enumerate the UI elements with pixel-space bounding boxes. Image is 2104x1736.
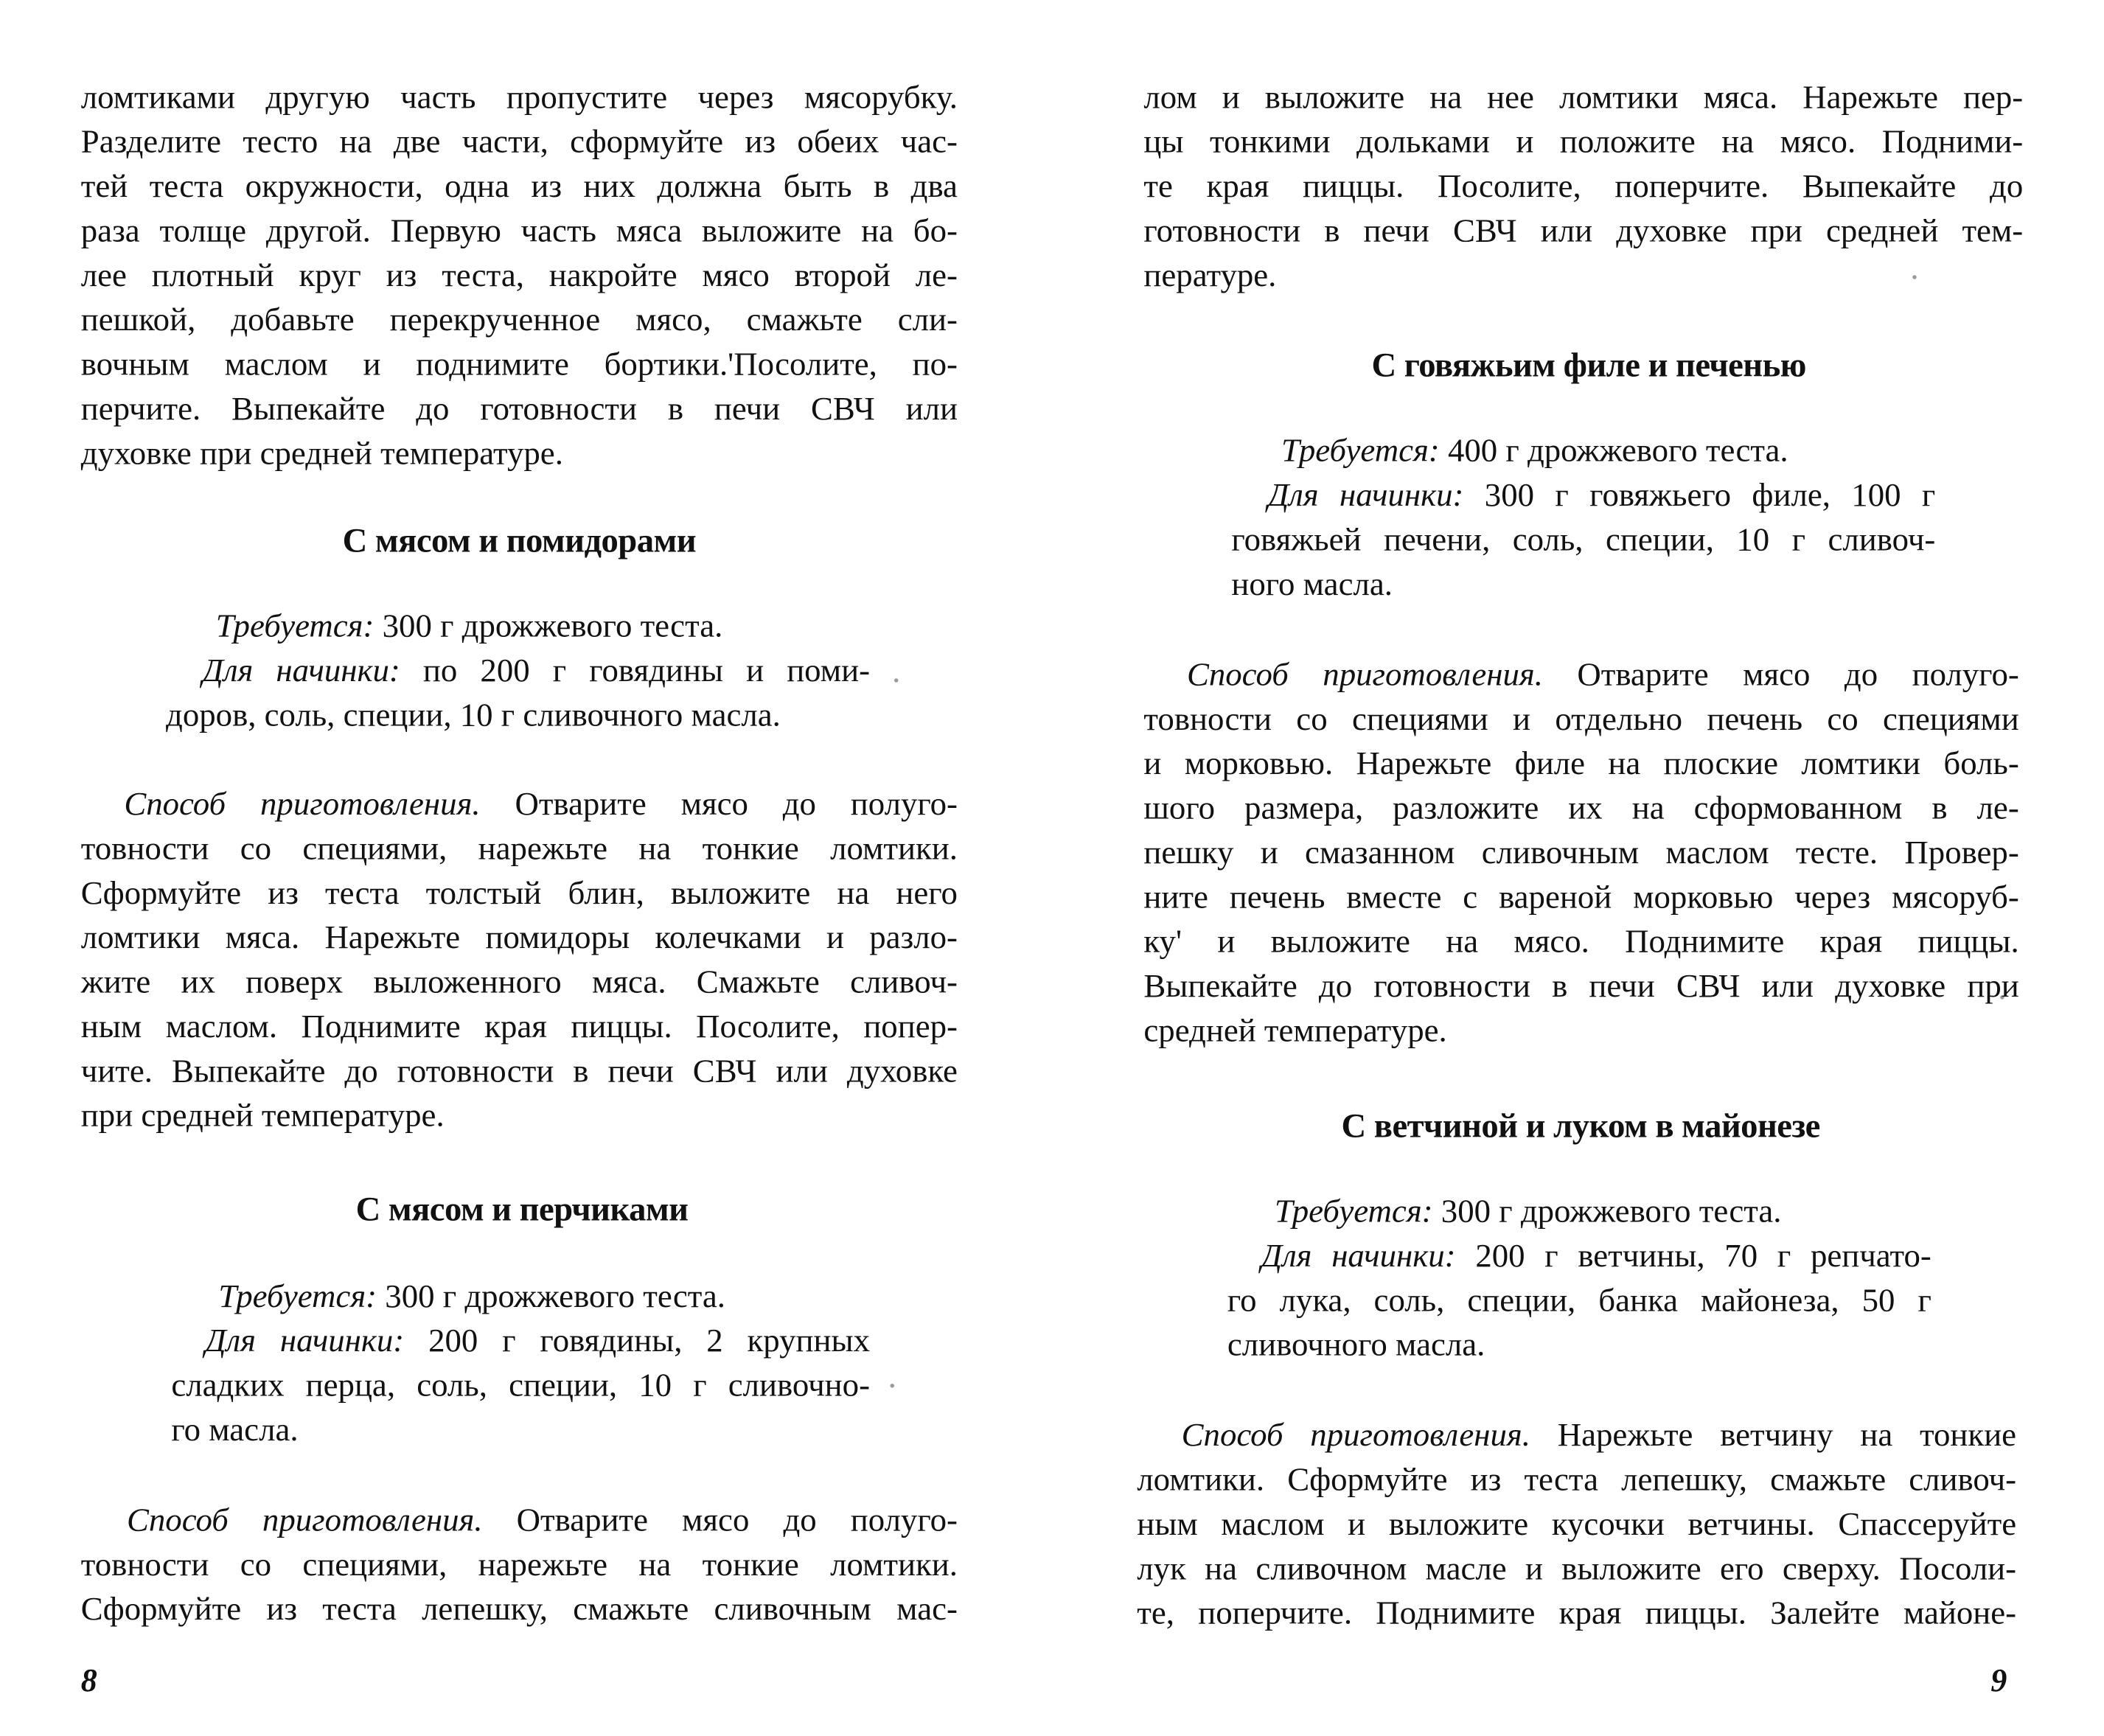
- method-line: [1143, 963, 2018, 1008]
- method-line: [1143, 741, 2018, 785]
- method-line: [81, 960, 958, 1004]
- para-line: [81, 342, 958, 386]
- line-text: 400 г дрожжевого теста.: [1439, 432, 1788, 469]
- line-text: го лука, соль, специи, банка майонеза, 50 г: [1227, 1281, 1931, 1319]
- method-line: [81, 871, 958, 915]
- method-line: [1187, 652, 2019, 697]
- italic-lead: Требуется:: [1274, 1193, 1433, 1230]
- ingredients-line: [1261, 1233, 1931, 1277]
- para-line: [81, 209, 958, 253]
- method-line: [1143, 1008, 2018, 1053]
- line-text: ным маслом. Поднимите края пиццы. Посолите, попер-: [80, 1008, 958, 1045]
- recipe-heading: С мясом и помидорами: [342, 520, 697, 560]
- ingredients-line: [218, 1274, 870, 1318]
- method-line: [81, 826, 958, 871]
- para-line: [81, 75, 958, 119]
- line-text: Отварите мясо до полуго-: [482, 1502, 958, 1538]
- ingredients-line: [1231, 562, 1935, 606]
- line-text: пешкой, добавьте перекрученное мясо, смажьте сли-: [80, 301, 958, 338]
- line-text: раза толще другой. Первую часть мяса выложите на бо-: [80, 212, 958, 249]
- recipe-heading: С ветчиной и луком в майонезе: [1341, 1106, 1820, 1146]
- line-text: средней температуре.: [1143, 1012, 1447, 1049]
- line-text: лук на сливочном масле и выложите его сверху. Посоли-: [1137, 1550, 2017, 1587]
- line-text: товности со специями и отдельно печень со специями: [1143, 700, 2019, 737]
- italic-lead: Для начинки:: [205, 1322, 405, 1359]
- italic-lead: Требуется:: [1281, 432, 1440, 469]
- italic-lead: Для начинки:: [202, 652, 400, 689]
- para-line: [81, 297, 958, 341]
- line-text: сливочного масла.: [1227, 1326, 1485, 1363]
- method-line: [81, 1542, 958, 1586]
- recipe-heading: С мясом и перчиками: [355, 1189, 689, 1229]
- method-line: [81, 1004, 958, 1048]
- method-line: [81, 1586, 958, 1631]
- line-text: пературе.: [1143, 257, 1277, 293]
- line-text: перчите. Выпекайте до готовности в печи СВЧ или: [80, 390, 958, 428]
- line-text: ным маслом и выложите кусочки ветчины. Спассеруйте: [1137, 1505, 2017, 1543]
- italic-lead: Для начинки:: [1267, 476, 1464, 514]
- method-line: [1143, 786, 2018, 830]
- para-line: [81, 119, 958, 164]
- line-text: по 200 г говядины и поми-: [400, 652, 871, 689]
- line-text: и морковью. Нарежьте филе на плоские ломтики боль-: [1143, 745, 2019, 782]
- method-line: [124, 781, 958, 826]
- line-text: Нарежьте ветчину на тонкие: [1530, 1416, 2017, 1454]
- line-text: готовности в печи СВЧ или духовке при средней тем-: [1143, 212, 2024, 249]
- line-text: 300 г говяжьего филе, 100 г: [1463, 476, 1936, 514]
- method-line: [1143, 874, 2018, 918]
- method-line: [1143, 919, 2018, 963]
- line-text: товности со специями, нарежьте на тонкие ломтики.: [80, 830, 958, 867]
- method-line: [1143, 830, 2018, 874]
- scan-speck: [894, 678, 898, 682]
- line-text: 300 г дрожжевого теста.: [374, 607, 723, 644]
- ingredients-line: [166, 692, 870, 736]
- ingredients-line: [205, 1318, 870, 1362]
- line-text: шого размера, разложите их на сформованном в ле-: [1143, 789, 2019, 826]
- para-line: [81, 253, 958, 297]
- line-text: при средней температуре.: [80, 1097, 445, 1134]
- line-text: жите их поверх выложенного мяса. Смажьте сливоч-: [80, 963, 958, 1000]
- line-text: 300 г дрожжевого теста.: [377, 1277, 725, 1314]
- method-line: [1137, 1457, 2016, 1502]
- italic-lead: Способ приготовления.: [1186, 656, 1543, 693]
- line-text: ломтиками другую часть пропустите через мясорубку.: [80, 79, 958, 116]
- para-line: [81, 164, 958, 208]
- ingredients-line: [1227, 1277, 1931, 1322]
- line-text: ломтики. Сформуйте из теста лепешку, смажьте сливоч-: [1137, 1461, 2017, 1498]
- line-text: те края пиццы. Посолите, поперчите. Выпекайте до: [1143, 167, 2024, 205]
- method-line: [1137, 1547, 2016, 1591]
- italic-lead: Для начинки:: [1261, 1237, 1456, 1274]
- line-text: доров, соль, специи, 10 г сливочного масла.: [166, 696, 781, 733]
- italic-lead: Способ приготовления.: [124, 785, 481, 823]
- recipe-heading: С говяжьим филе и печенью: [1371, 345, 1806, 385]
- line-text: го масла.: [171, 1411, 299, 1448]
- line-text: Разделите тесто на две части, сформуйте из обеих час-: [80, 123, 958, 160]
- line-text: Сформуйте из теста толстый блин, выложите на него: [80, 874, 958, 911]
- line-text: пешку и смазанном сливочным маслом тесте. Провер-: [1143, 834, 2019, 871]
- page-number-left: 8: [80, 1664, 97, 1700]
- ingredients-line: [171, 1363, 870, 1407]
- line-text: 200 г ветчины, 70 г репчато-: [1455, 1237, 1931, 1274]
- line-text: Отварите мясо до полуго-: [1542, 656, 2019, 693]
- line-text: духовке при средней температуре.: [80, 435, 563, 472]
- line-text: вочным маслом и поднимите бортики.'Посолите, по-: [80, 346, 958, 383]
- method-line: [1137, 1591, 2016, 1635]
- method-line: [127, 1498, 958, 1542]
- line-text: тей теста окружности, одна из них должна быть в два: [80, 167, 958, 205]
- line-text: ного масла.: [1231, 565, 1393, 602]
- line-text: ку' и выложите на мясо. Поднимите края пиццы.: [1143, 923, 2019, 960]
- method-line: [1182, 1412, 2016, 1457]
- line-text: Выпекайте до готовности в печи СВЧ или духовке при: [1143, 967, 2019, 1005]
- line-text: Сформуйте из теста лепешку, смажьте сливочным мас-: [80, 1590, 958, 1628]
- page-number-right: 9: [1990, 1664, 2007, 1700]
- line-text: те, поперчите. Поднимите края пиццы. Залейте майоне-: [1137, 1594, 2017, 1631]
- italic-lead: Требуется:: [215, 607, 375, 644]
- para-line: [1143, 253, 2023, 297]
- para-line: [1143, 75, 2023, 119]
- line-text: лом и выложите на нее ломтики мяса. Нарежьте пер-: [1143, 79, 2024, 116]
- para-line: [1143, 164, 2023, 208]
- italic-lead: Способ приготовления.: [1181, 1416, 1530, 1454]
- ingredients-line: [1268, 473, 1936, 517]
- line-text: говяжьей печени, соль, специи, 10 г сливоч-: [1231, 521, 1936, 558]
- line-text: ните печень вместе с вареной морковью через мясоруб-: [1143, 878, 2019, 916]
- line-text: цы тонкими дольками и положите на мясо. Подними-: [1143, 123, 2024, 160]
- method-line: [1137, 1502, 2016, 1546]
- para-line: [81, 431, 958, 475]
- line-text: сладких перца, соль, специи, 10 г сливочно-: [171, 1367, 871, 1404]
- line-text: Отварите мясо до полуго-: [480, 785, 958, 823]
- line-text: чите. Выпекайте до готовности в печи СВЧ или духовке: [80, 1052, 958, 1090]
- para-line: [1143, 209, 2023, 253]
- ingredients-line: [202, 648, 870, 692]
- line-text: товности со специями, нарежьте на тонкие ломтики.: [80, 1546, 958, 1583]
- method-line: [1143, 697, 2018, 741]
- method-line: [81, 1048, 958, 1092]
- italic-lead: Способ приготовления.: [126, 1502, 483, 1538]
- ingredients-line: [1275, 1189, 1931, 1233]
- scan-speck: [890, 1384, 893, 1387]
- line-text: ломтики мяса. Нарежьте помидоры колечками и разло-: [80, 918, 958, 956]
- ingredients-line: [1281, 428, 1935, 473]
- method-line: [81, 915, 958, 959]
- ingredients-line: [1227, 1322, 1931, 1367]
- method-line: [81, 1093, 958, 1137]
- italic-lead: Требуется:: [218, 1277, 377, 1314]
- para-line: [1143, 119, 2023, 164]
- para-line: [81, 386, 958, 430]
- line-text: лее плотный круг из теста, накройте мясо второй ле-: [80, 257, 958, 293]
- ingredients-line: [216, 604, 870, 648]
- ingredients-line: [1231, 517, 1935, 562]
- ingredients-line: [171, 1407, 870, 1451]
- line-text: 200 г говядины, 2 крупных: [404, 1322, 871, 1359]
- line-text: 300 г дрожжевого теста.: [1432, 1193, 1782, 1230]
